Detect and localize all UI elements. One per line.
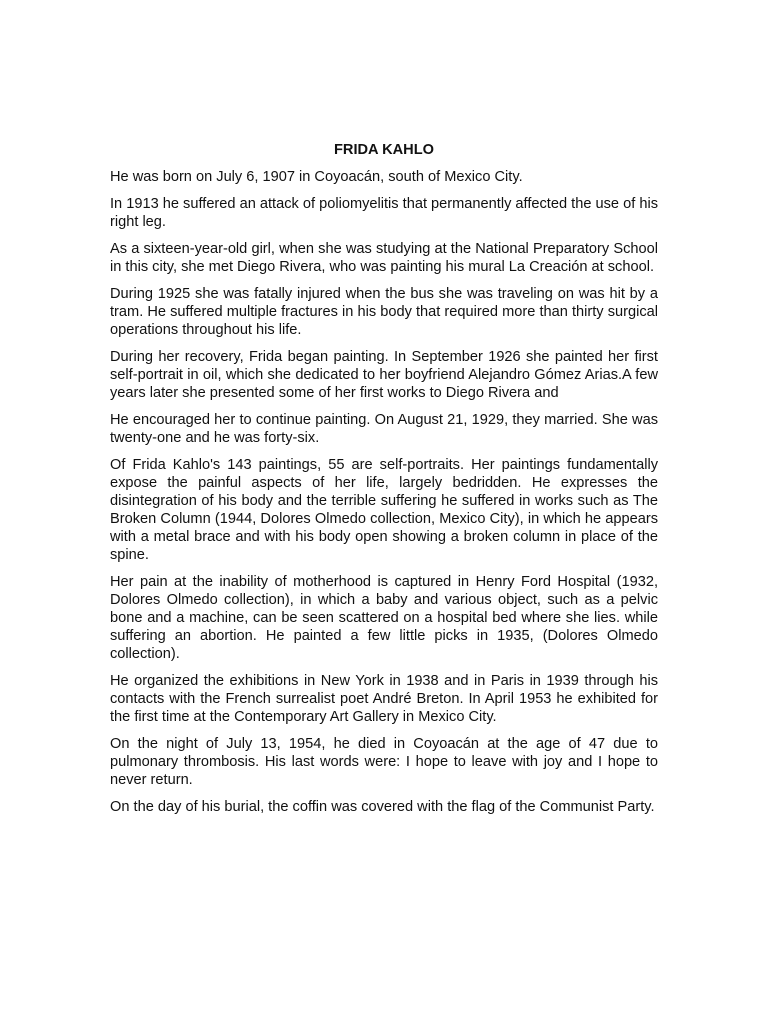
- paragraph-exhibitions: He organized the exhibitions in New York in 1938 and in Paris in 1939 through his contacts with the French surrealist poet André Breton. In April 1953 he exhibited for the first time at the Contemporary Art Gallery in Mexico City.: [110, 673, 658, 725]
- document-body: [110, 141, 658, 825]
- paragraph-paintings: Of Frida Kahlo's 143 paintings, 55 are self-portraits. Her paintings fundamentally expose the painful aspects of her life, largely bedridden. He expresses the disintegration of his body and the terrible suffering he suffered in works such as The Broken Column (1944, Dolores Olmedo collection, Mexico City), in which he appears with a metal brace and with his body open showing a broken column in place of the spine.: [110, 457, 658, 563]
- paragraph-motherhood: Her pain at the inability of motherhood is captured in Henry Ford Hospital (1932, Dolores Olmedo collection), in which a baby and various object, such as a pelvic bone and a machine, can be seen scattered on a hospital bed where she lies. while suffering an abortion. He painted a few little picks in 1935, (Dolores Olmedo collection).: [110, 574, 658, 662]
- paragraph-burial: On the day of his burial, the coffin was covered with the flag of the Communist Party.: [110, 799, 655, 815]
- document-title: FRIDA KAHLO: [334, 142, 434, 158]
- paragraph-recovery: During her recovery, Frida began painting. In September 1926 she painted her first self-portrait in oil, which she dedicated to her boyfriend Alejandro Gómez Arias.A few years later she presented some of her first works to Diego Rivera and: [110, 349, 658, 401]
- paragraph-marriage: He encouraged her to continue painting. On August 21, 1929, they married. She was twenty-one and he was forty-six.: [110, 412, 658, 446]
- paragraph-death: On the night of July 13, 1954, he died in Coyoacán at the age of 47 due to pulmonary thrombosis. His last words were: I hope to leave with joy and I hope to never return.: [110, 736, 658, 788]
- paragraph-polio: In 1913 he suffered an attack of poliomyelitis that permanently affected the use of his right leg.: [110, 196, 658, 230]
- paragraph-met-rivera: As a sixteen-year-old girl, when she was studying at the National Preparatory School in this city, she met Diego Rivera, who was painting his mural La Creación at school.: [110, 241, 658, 275]
- paragraph-accident: During 1925 she was fatally injured when the bus she was traveling on was hit by a tram. He suffered multiple fractures in his body that required more than thirty surgical operations throughout his life.: [110, 286, 658, 338]
- paragraph-birth: He was born on July 6, 1907 in Coyoacán, south of Mexico City.: [110, 169, 523, 185]
